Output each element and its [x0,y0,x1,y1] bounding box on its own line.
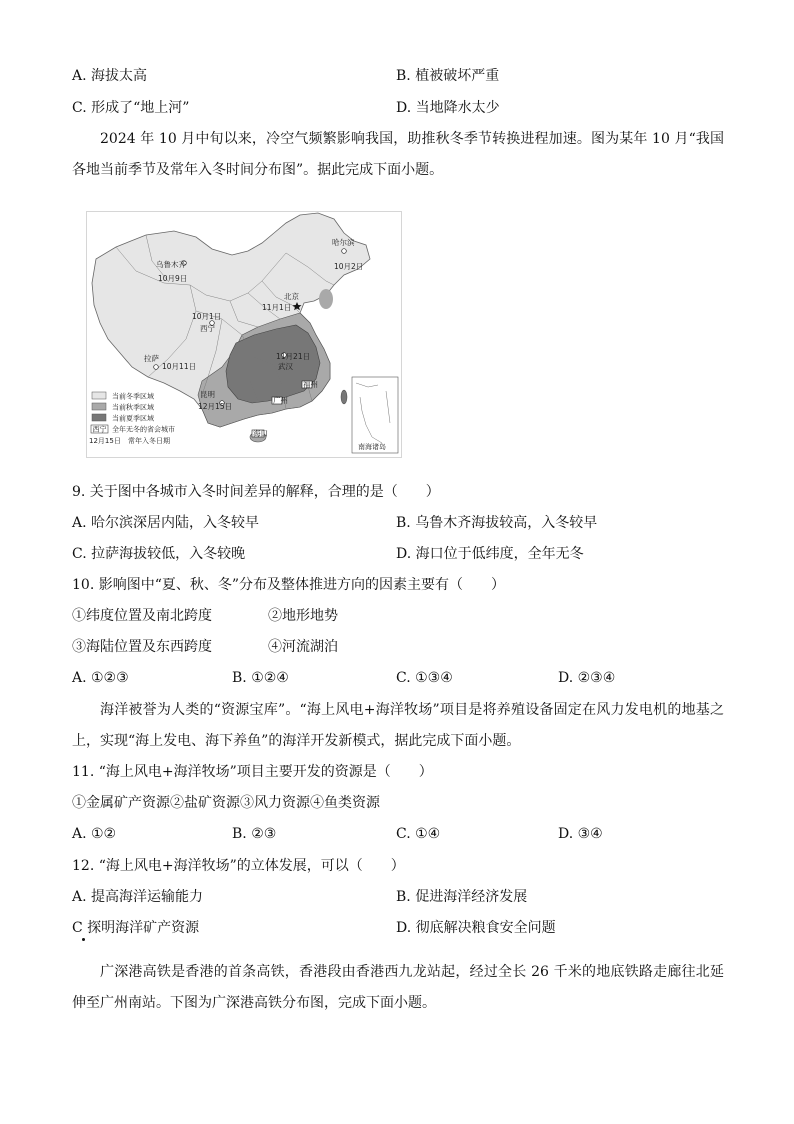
q9-option-c[interactable]: C. 拉萨海拔较低，入冬较晚 [72,546,246,562]
q11-option-d[interactable]: D. ③④ [558,826,603,842]
legend-summer: 当前夏季区域 [112,414,154,423]
intro-paragraph-1-text: 2024 年 10 月中旬以来，冷空气频繁影响我国，助推秋冬季节转换进程加速。图为某年 10 月“我国各地当前季节及常年入冬时间分布图”。据此完成下面小题。 [72,131,724,178]
taiwan-island [341,390,347,404]
urumqi-label: 乌鲁木齐 [156,260,186,269]
q11-options [72,823,732,845]
q11-stem: 11. “海上风电+海洋牧场”项目主要开发的资源是（ ） [72,764,433,780]
urumqi-date: 10月9日 [158,274,188,283]
q10-statement-1: ①纬度位置及南北跨度 [72,608,212,624]
q11-option-a[interactable]: A. ①② [72,826,117,842]
wuhan-label: 武汉 [278,362,293,371]
xining-date: 10月1日 [192,312,222,321]
q10-options [72,667,732,689]
q10-option-d[interactable]: D. ②③④ [558,670,616,686]
intro-paragraph-3 [72,957,724,1019]
q12-option-c[interactable]: C 探明海洋矿产资源 [72,920,200,936]
intro-paragraph-2-text: 海洋被誉为人类的“资源宝库”。“海上风电+海洋牧场”项目是将养殖设备固定在风力发电机的地基之上，实现“海上发电、海下养鱼”的海洋开发新模式，据此完成下面小题。 [72,702,724,749]
harbin-label: 哈尔滨 [332,238,355,247]
q10-statement-4: ④河流湖泊 [268,639,338,655]
lhasa-marker [154,365,159,370]
q10-stem: 10. 影响图中“夏、秋、冬”分布及整体推进方向的因素主要有（ ） [72,577,506,593]
q8-option-d[interactable]: D. 当地降水太少 [396,100,500,116]
xining-label: 西宁 [200,324,215,333]
legend-autumn-swatch [92,403,106,410]
q8-options-row-2 [72,97,732,119]
legend-autumn: 当前秋季区域 [112,403,154,412]
q9-option-b[interactable]: B. 乌鲁木齐海拔较高，入冬较早 [396,515,598,531]
q11-items: ①金属矿产资源②盐矿资源③风力资源④鱼类资源 [72,795,380,811]
wuhan-date: 11月21日 [276,352,311,361]
legend-date-desc: 常年入冬日期 [128,437,170,445]
fuzhou-label: 福州 [303,380,318,389]
legend-no-winter-sample: 西宁 [92,425,107,434]
q12-stem: 12. “海上风电+海洋牧场”的立体发展，可以（ ） [72,858,405,874]
harbin-date: 10月2日 [334,262,364,271]
legend-date-sample: 12月15日 [89,437,121,445]
harbin-marker [342,249,347,254]
kunming-date: 12月15日 [198,402,233,411]
q10-statement-3: ③海陆位置及东西跨度 [72,639,212,655]
q12-options-row-1 [72,886,732,908]
beijing-label: 北京 [284,292,299,301]
q9-options-row-2 [72,543,732,565]
q12-option-d[interactable]: D. 彻底解决粮食安全问题 [396,920,556,936]
south-china-sea-inset [352,377,398,453]
haikou-label: 海口 [253,429,268,438]
intro-paragraph-1 [72,124,724,186]
q10-option-b[interactable]: B. ①②④ [232,670,289,686]
q9-stem: 9. 关于图中各城市入冬时间差异的解释，合理的是（ ） [72,484,440,500]
china-season-map [86,211,402,458]
q9-options-row-1 [72,512,732,534]
q12-option-a[interactable]: A. 提高海洋运输能力 [72,889,204,905]
legend-summer-swatch [92,414,106,421]
q10-statement-2: ②地形地势 [268,608,338,624]
q8-option-c[interactable]: C. 形成了“地上河” [72,100,190,116]
q9-option-d[interactable]: D. 海口位于低纬度，全年无冬 [396,546,584,562]
q10-statements-row-1 [72,605,732,627]
kunming-label: 昆明 [200,390,215,399]
q9-option-a[interactable]: A. 哈尔滨深居内陆，入冬较早 [72,515,260,531]
q10-option-a[interactable]: A. ①②③ [72,670,129,686]
q10-statements-row-2 [72,636,732,658]
intro-paragraph-3-text: 广深港高铁是香港的首条高铁，香港段由香港西九龙站起，经过全长 26 千米的地底铁路走廊往北延伸至广州南站。下图为广深港高铁分布图，完成下面小题。 [72,964,724,1011]
autumn-patch-north [319,289,333,309]
lhasa-label: 拉萨 [144,354,159,363]
legend-winter-swatch [92,392,106,399]
stray-dot [82,938,85,941]
q8-option-b[interactable]: B. 植被破坏严重 [396,68,500,84]
guangzhou-label: 广州 [273,396,288,405]
inset-label: 南海诸岛 [358,443,386,451]
legend-winter: 当前冬季区域 [112,392,154,401]
intro-paragraph-2 [72,695,724,757]
q11-option-b[interactable]: B. ②③ [232,826,277,842]
q8-option-a[interactable]: A. 海拔太高 [72,68,148,84]
q10-option-c[interactable]: C. ①③④ [396,670,453,686]
q12-options-row-2 [72,917,732,939]
lhasa-date: 10月11日 [162,362,197,371]
q12-option-b[interactable]: B. 促进海洋经济发展 [396,889,528,905]
q11-option-c[interactable]: C. ①④ [396,826,441,842]
q8-options-row-1 [72,65,732,87]
legend-no-winter: 全年无冬的省会城市 [112,425,175,434]
beijing-date: 11月1日 [262,303,292,312]
